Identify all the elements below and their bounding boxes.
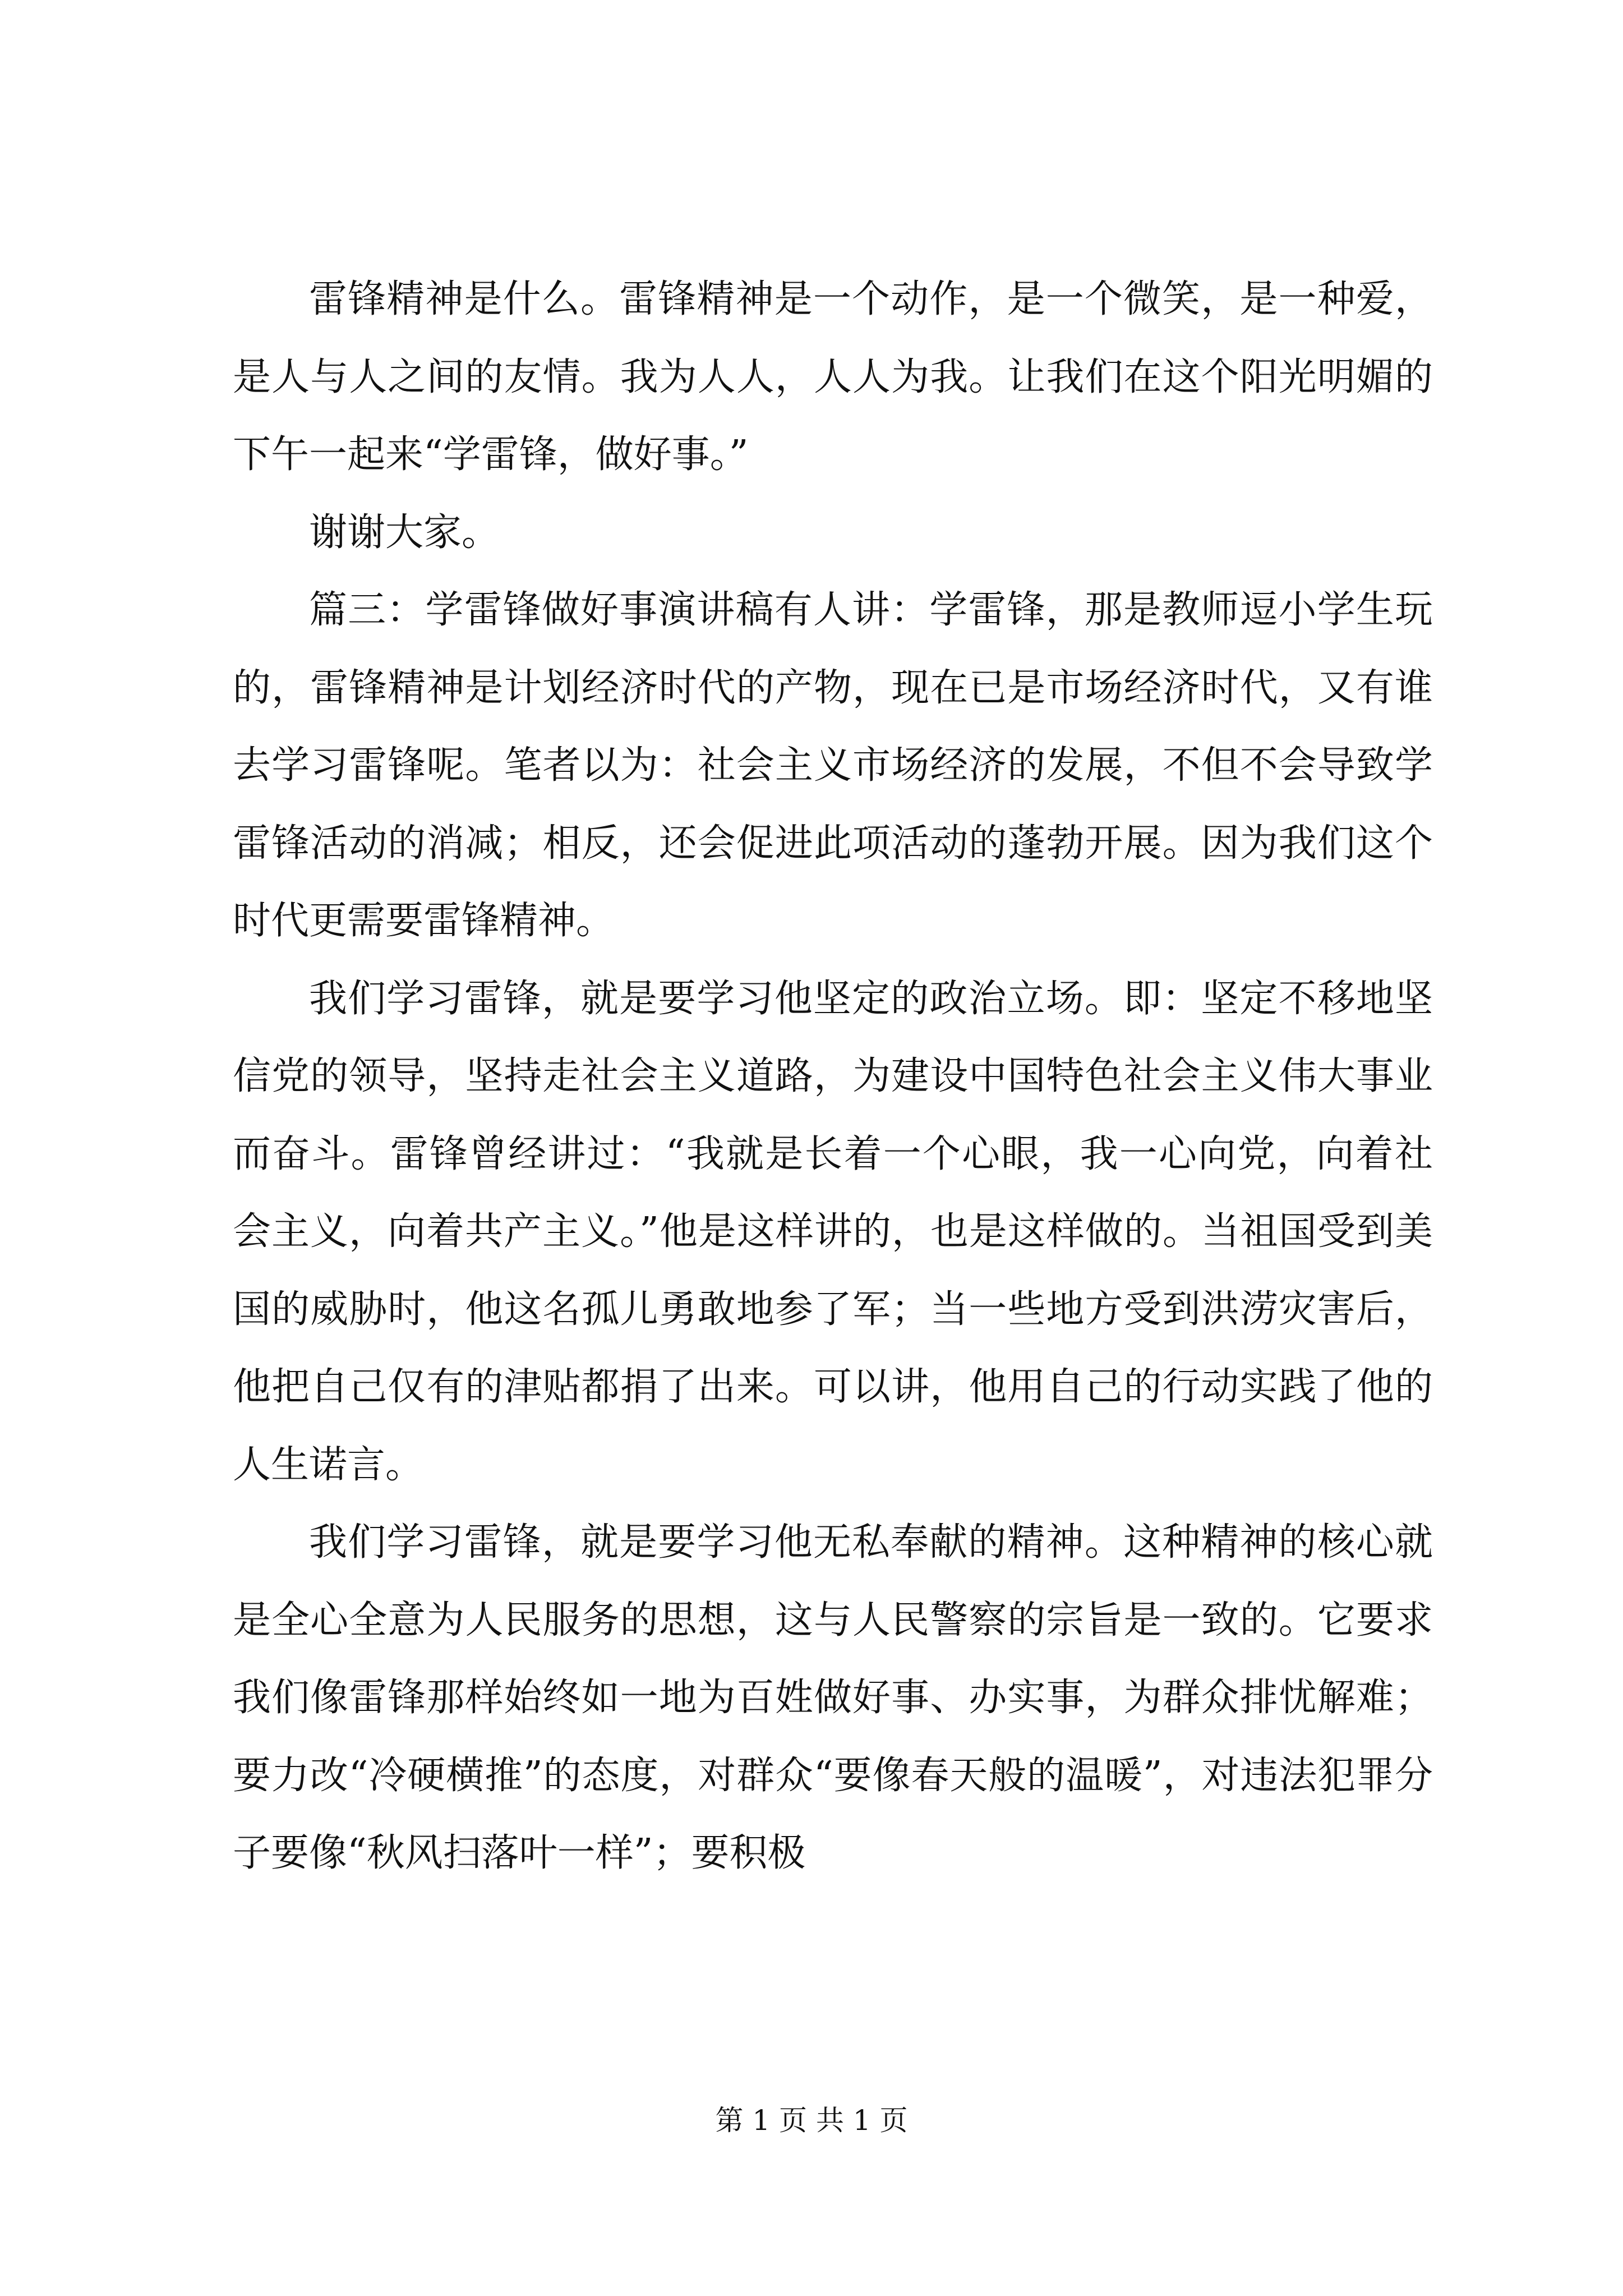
paragraph: 我们学习雷锋，就是要学习他无私奉献的精神。这种精神的核心就是全心全意为人民服务的思想，这与人民警察的宗旨是一致的。它要求我们像雷锋那样始终如一地为百姓做好事、办实事，为群众排忧解难；要力改“冷硬横推”的态度，对群众“要像春天般的温暖”，对违法犯罪分子要像“秋风扫落叶一样”；要积极 [233,1520,1433,1875]
page-footer: 第 1 页 共 1 页 [715,2104,908,2137]
document-body [233,261,1433,1893]
paragraph: 谢谢大家。 [309,510,500,555]
paragraph: 雷锋精神是什么。雷锋精神是一个动作，是一个微笑，是一种爱，是人与人之间的友情。我为人人，人人为我。让我们在这个阳光明媚的下午一起来“学雷锋，做好事。” [233,277,1433,477]
paragraph: 我们学习雷锋，就是要学习他坚定的政治立场。即：坚定不移地坚信党的领导，坚持走社会主义道路，为建设中国特色社会主义伟大事业而奋斗。雷锋曾经讲过：“我就是长着一个心眼，我一心向党，向着社会主义，向着共产主义。”他是这样讲的，也是这样做的。当祖国受到美国的威胁时，他这名孤儿勇敢地参了军；当一些地方受到洪涝灾害后，他把自己仅有的津贴都捐了出来。可以讲，他用自己的行动实践了他的人生诺言。 [233,976,1433,1487]
paragraph: 篇三：学雷锋做好事演讲稿有人讲：学雷锋，那是教师逗小学生玩的，雷锋精神是计划经济时代的产物，现在已是市场经济时代，又有谁去学习雷锋呢。笔者以为：社会主义市场经济的发展，不但不会导致学雷锋活动的消减；相反，还会促进此项活动的蓬勃开展。因为我们这个时代更需要雷锋精神。 [233,588,1433,943]
